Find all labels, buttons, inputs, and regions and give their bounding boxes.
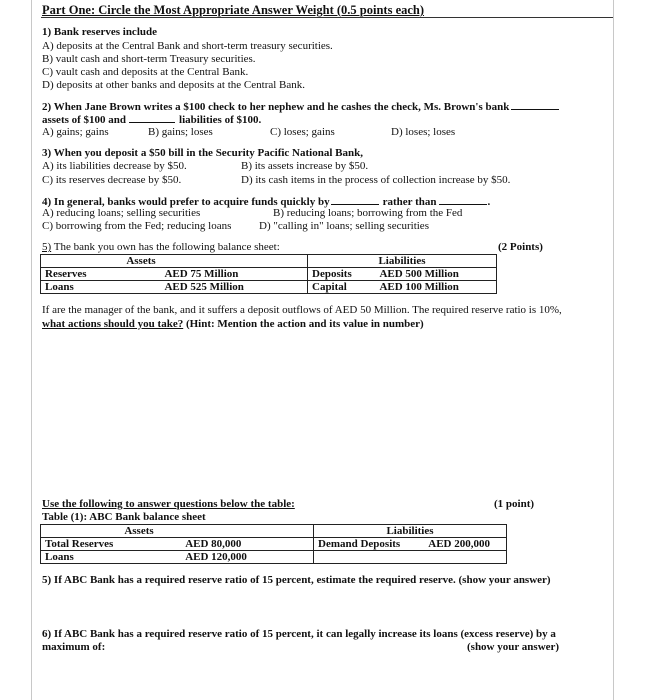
table-points: (1 point) [494, 498, 535, 510]
assets-header: Assets [41, 255, 308, 268]
question-2-option-c[interactable]: C) loses; gains [270, 126, 335, 138]
show-answer-note: (show your answer) [467, 641, 560, 653]
question-3-option-a[interactable]: A) its liabilities decrease by $50. [42, 160, 187, 172]
table-instruction: Use the following to answer questions below the table: [42, 498, 295, 510]
question-2-stem-cont [42, 112, 261, 127]
question-5-prompt-main: what actions should you take? [42, 318, 184, 330]
table-header-row [41, 525, 507, 538]
liability-label [314, 551, 425, 564]
question-1-option-a[interactable]: A) deposits at the Central Bank and short-term treasury securities. [42, 40, 333, 52]
question-5-number: 5) [42, 241, 52, 253]
question-2-stem-b1: assets of $100 and [42, 114, 127, 126]
liability-value: AED 200,000 [424, 538, 506, 551]
table-title: Table (1): ABC Bank balance sheet [42, 511, 206, 523]
question-1-option-b[interactable]: B) vault cash and short-term Treasury securities. [42, 53, 256, 65]
abc-bank-balance-sheet [40, 524, 507, 564]
section-heading: Part One: Circle the Most Appropriate Answer Weight (0.5 points each) [42, 3, 425, 17]
question-4-option-d[interactable]: D) "calling in" loans; selling securities [259, 220, 429, 232]
table-header-row [41, 255, 497, 268]
left-margin-line [31, 0, 32, 700]
question-5-text: The bank you own has the following balance sheet: [51, 241, 280, 253]
heading-divider [41, 17, 613, 18]
question-4-option-b[interactable]: B) reducing loans; borrowing from the Fed [273, 207, 463, 219]
right-margin-line [613, 0, 614, 700]
question-4-stem-end: . [487, 196, 491, 208]
question-5-prompt [42, 318, 424, 331]
question-1-option-c[interactable]: C) vault cash and deposits at the Central Bank. [42, 66, 249, 78]
question-excess-reserve: 6) If ABC Bank has a required reserve ratio of 15 percent, it can legally increase its loans (excess reserve) by a [42, 628, 556, 640]
question-5-points: (2 Points) [498, 241, 543, 253]
question-4-option-a[interactable]: A) reducing loans; selling securities [42, 207, 201, 219]
question-2-stem-text: 2) When Jane Brown writes a $100 check to her nephew and he cashes the check, Ms. Brown's bank [42, 101, 510, 113]
table-row [41, 268, 497, 281]
answer-blank [511, 99, 559, 110]
liability-label: Capital [308, 281, 376, 294]
liability-value: AED 100 Million [375, 281, 496, 294]
asset-value: AED 75 Million [160, 268, 307, 281]
table-row [41, 551, 507, 564]
bank-balance-sheet [40, 254, 497, 294]
answer-blank [129, 112, 175, 123]
liabilities-header: Liabilities [314, 525, 507, 538]
question-5-scenario: If are the manager of the bank, and it suffers a deposit outflows of AED 50 Million. The required reserve ratio is 10%, [42, 304, 562, 316]
question-3-option-c[interactable]: C) its reserves decrease by $50. [42, 174, 182, 186]
answer-blank [439, 194, 487, 205]
question-excess-reserve-cont: maximum of: [42, 641, 106, 653]
asset-label: Reserves [41, 268, 161, 281]
asset-value: AED 120,000 [181, 551, 313, 564]
answer-blank [331, 194, 379, 205]
liability-value: AED 500 Million [375, 268, 496, 281]
question-2-option-b[interactable]: B) gains; loses [148, 126, 213, 138]
asset-value: AED 80,000 [181, 538, 313, 551]
table-row [41, 538, 507, 551]
question-4-stem-a: 4) In general, banks would prefer to acquire funds quickly by [42, 196, 330, 208]
question-2-option-a[interactable]: A) gains; gains [42, 126, 109, 138]
liabilities-header: Liabilities [308, 255, 497, 268]
question-1-stem: 1) Bank reserves include [42, 26, 157, 38]
assets-header: Assets [41, 525, 314, 538]
question-2-option-d[interactable]: D) loses; loses [391, 126, 456, 138]
liability-value [424, 551, 506, 564]
table-row [41, 281, 497, 294]
question-2-stem-b2: liabilities of $100. [179, 114, 262, 126]
question-4-option-c[interactable]: C) borrowing from the Fed; reducing loans [42, 220, 232, 232]
asset-label: Loans [41, 281, 161, 294]
question-3-option-b[interactable]: B) its assets increase by $50. [241, 160, 369, 172]
question-3-stem: 3) When you deposit a $50 bill in the Security Pacific National Bank, [42, 147, 363, 159]
liability-label: Demand Deposits [314, 538, 425, 551]
asset-value: AED 525 Million [160, 281, 307, 294]
question-3-option-d[interactable]: D) its cash items in the process of collection increase by $50. [241, 174, 511, 186]
asset-label: Total Reserves [41, 538, 182, 551]
question-5-stem [42, 241, 280, 254]
liability-label: Deposits [308, 268, 376, 281]
question-5-hint: (Hint: Mention the action and its value in number) [183, 318, 424, 330]
question-4-stem-b: rather than [382, 196, 437, 208]
question-reserve-required: 5) If ABC Bank has a required reserve ratio of 15 percent, estimate the required reserve. (show your answer) [42, 574, 551, 586]
asset-label: Loans [41, 551, 182, 564]
question-1-option-d[interactable]: D) deposits at other banks and deposits at the Central Bank. [42, 79, 306, 91]
